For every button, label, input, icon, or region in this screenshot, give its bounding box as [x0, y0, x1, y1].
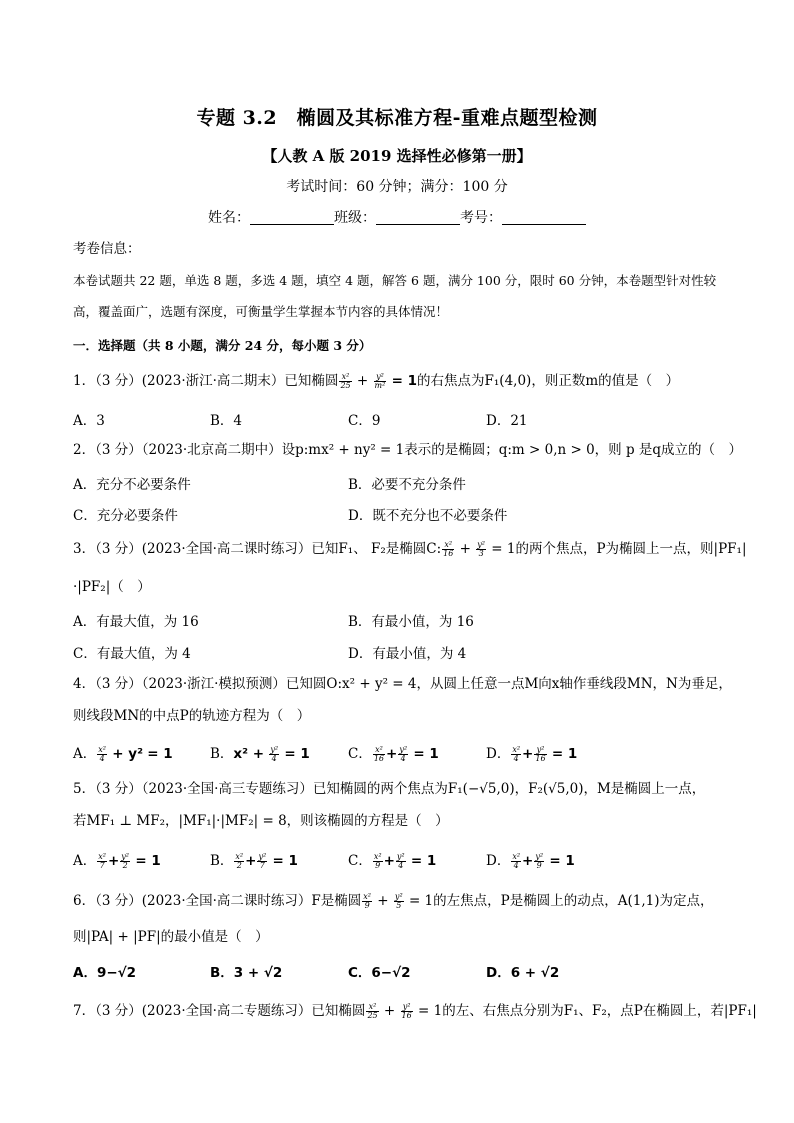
- q5-option-b[interactable]: B． $\frac{\text{x²}}{2}$ + $\frac{\text{y²}}{7}$ = 1: [210, 852, 298, 870]
- class-blank[interactable]: [376, 210, 460, 225]
- subtitle: 【人教 A 版 2019 选择性必修第一册】: [262, 147, 532, 165]
- class-label: 班级：: [334, 210, 376, 226]
- q3-option-a[interactable]: A．有最大值，为 16: [73, 614, 199, 630]
- q6-suffix: 的左焦点，P是椭圆上的动点，A(1,1)为定点，: [433, 893, 714, 909]
- section-heading: 一．选择题（共 8 小题，满分 24 分，每小题 3 分）: [73, 338, 372, 353]
- q3-prefix: 3．（3 分）(2023·全国·高二课时练习）已知F₁、 F₂是椭圆C:: [73, 541, 442, 557]
- info-line-1: 本卷试题共 22 题，单选 8 题，多选 4 题，填空 4 题，解答 6 题，满分 100 分，限时 60 分钟，本卷题型针对性较: [73, 273, 717, 288]
- q5-option-c[interactable]: C． $\frac{\text{x²}}{9}$ + $\frac{\text{y²}}{4}$ = 1: [348, 852, 437, 870]
- q3-frac-x: $\frac{\text{x²}}{16}$: [443, 540, 454, 558]
- number-blank[interactable]: [502, 210, 586, 225]
- q7-frac-x: $\frac{\text{x²}}{25}$: [367, 1002, 378, 1020]
- q4-option-a[interactable]: A． $\frac{\text{x²}}{4}$ + y² = 1: [73, 745, 173, 763]
- q1-option-a[interactable]: A．3: [73, 413, 105, 429]
- q1-eq: = 1: [391, 373, 418, 389]
- q2-option-a[interactable]: A．充分不必要条件: [73, 477, 191, 493]
- q3-suffix: 的两个焦点，P为椭圆上一点，则|PF₁|: [515, 541, 747, 557]
- q1-frac-y: $\frac{\text{y²}}{\text{m²}}$: [374, 372, 386, 390]
- q1-option-d[interactable]: D．21: [486, 413, 528, 429]
- student-fields: [0, 207, 794, 227]
- q6-option-d[interactable]: D．6 + √2: [486, 965, 560, 981]
- info-label: 考卷信息：: [73, 241, 141, 257]
- name-label: 姓名：: [208, 210, 250, 226]
- q3-option-d[interactable]: D．有最小值，为 4: [348, 646, 467, 662]
- q2-option-c[interactable]: C．充分必要条件: [73, 508, 178, 524]
- q7-prefix: 7．（3 分）(2023·全国·高二专题练习）已知椭圆: [73, 1003, 366, 1019]
- question-5: 5．（3 分）（2023·全国·高三专题练习）已知椭圆的两个焦点为F₁(−√5,0)，F₂(√5,0)，M是椭圆上一点，: [73, 781, 706, 797]
- q1-prefix: 1．（3 分）(2023·浙江·高二期末）已知椭圆: [73, 373, 339, 389]
- info-line-2: 高，覆盖面广，选题有深度，可衡量学生掌握本节内容的具体情况！: [73, 304, 449, 319]
- q3-continuation: ·|PF₂|（ ）: [73, 579, 151, 595]
- exam-time: 考试时间：60 分钟；满分：100 分: [286, 179, 508, 195]
- q7-suffix: 的左、右焦点分别为F₁、F₂，点P在椭圆上，若|PF₁|: [442, 1003, 757, 1019]
- q1-suffix: 的右焦点为F₁(4,0)，则正数m的值是（ ）: [417, 373, 680, 389]
- q1-option-b[interactable]: B．4: [210, 413, 243, 429]
- q4-option-c[interactable]: C． $\frac{\text{x²}}{16}$ + $\frac{\text{y²}}{4}$ = 1: [348, 745, 439, 763]
- name-blank[interactable]: [250, 210, 334, 225]
- number-label: 考号：: [460, 210, 502, 226]
- q6-frac-y: $\frac{\text{y²}}{5}$: [394, 892, 403, 910]
- question-7: 7．（3 分）(2023·全国·高二专题练习）已知椭圆 $\frac{\text{x²}}{25}$ + $\frac{\text{y²}}{16}$ = 1的左、右焦点分别为F₁、F₂，点P在椭圆上，若|PF₁|: [73, 1002, 757, 1020]
- q3-option-c[interactable]: C．有最大值，为 4: [73, 646, 191, 662]
- question-1: 1．（3 分）(2023·浙江·高二期末）已知椭圆 $\frac{\text{x²}}{25}$ + $\frac{\text{y²}}{\text{m²}}$ = 1的右焦点为F₁(4,0)，则正数m的值是（ ）: [73, 372, 680, 390]
- q6-prefix: 6．（3 分）(2023·全国·高二课时练习）F是椭圆: [73, 893, 362, 909]
- q7-frac-y: $\frac{\text{y²}}{16}$: [401, 1002, 412, 1020]
- q1-option-c[interactable]: C．9: [348, 413, 381, 429]
- question-2: 2．（3 分）（2023·北京高二期中）设p:mx² + ny² = 1表示的是椭圆；q:m > 0,n > 0，则 p 是q成立的（ ）: [73, 442, 743, 458]
- q3-option-b[interactable]: B．有最小值，为 16: [348, 614, 474, 630]
- q4-option-d[interactable]: D． $\frac{\text{x²}}{4}$ + $\frac{\text{y²}}{16}$ = 1: [486, 745, 578, 763]
- page-title: 专题 3.2 椭圆及其标准方程-重难点题型检测: [196, 107, 598, 129]
- q5-continuation: 若MF₁ ⊥ MF₂，|MF₁|·|MF₂| = 8，则该椭圆的方程是（ ）: [73, 813, 449, 829]
- q6-option-b[interactable]: B．3 + √2: [210, 965, 283, 981]
- q5-option-a[interactable]: A． $\frac{\text{x²}}{7}$ + $\frac{\text{y²}}{2}$ = 1: [73, 852, 161, 870]
- q6-option-a[interactable]: A．9−√2: [73, 965, 137, 981]
- q4-option-b[interactable]: B．x² + $\frac{\text{y²}}{4}$ = 1: [210, 745, 310, 763]
- q6-continuation: 则|PA| + |PF|的最小值是（ ）: [73, 929, 269, 945]
- q5-option-d[interactable]: D． $\frac{\text{x²}}{4}$ + $\frac{\text{y²}}{9}$ = 1: [486, 852, 575, 870]
- q6-frac-x: $\frac{\text{x²}}{9}$: [363, 892, 372, 910]
- q6-option-c[interactable]: C．6−√2: [348, 965, 411, 981]
- q1-frac-x: $\frac{\text{x²}}{25}$: [340, 372, 351, 390]
- question-3: 3．（3 分）(2023·全国·高二课时练习）已知F₁、 F₂是椭圆C: $\frac{\text{x²}}{16}$ + $\frac{\text{y²}}{3}$ = 1的两个焦点，P为椭圆上一点，则|PF₁|: [73, 540, 747, 558]
- q3-frac-y: $\frac{\text{y²}}{3}$: [477, 540, 485, 558]
- q2-option-b[interactable]: B．必要不充分条件: [348, 477, 466, 493]
- q2-option-d[interactable]: D．既不充分也不必要条件: [348, 508, 508, 524]
- q4-continuation: 则线段MN的中点P的轨迹方程为（ ）: [73, 708, 311, 724]
- question-6: 6．（3 分）(2023·全国·高二课时练习）F是椭圆 $\frac{\text{x²}}{9}$ + $\frac{\text{y²}}{5}$ = 1的左焦点，P是椭圆上的动点，A(1,1)为定点，: [73, 892, 714, 910]
- question-4: 4．（3 分）（2023·浙江·模拟预测）已知圆O:x² + y² = 4，从圆上任意一点M向x轴作垂线段MN，N为垂足，: [73, 676, 732, 692]
